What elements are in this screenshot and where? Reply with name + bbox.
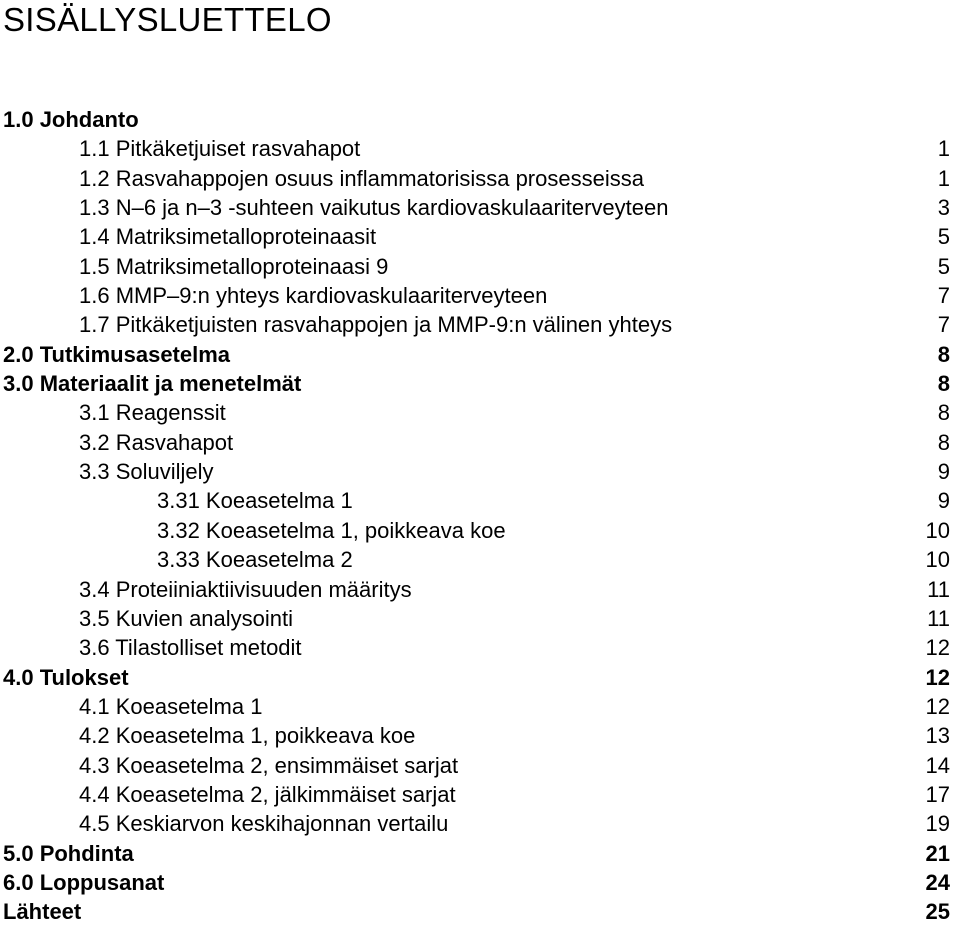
toc-entry xyxy=(0,428,960,457)
toc-entry-page-number: 5 xyxy=(937,253,950,279)
toc-entry-label: 1.7 Pitkäketjuisten rasvahappojen ja MMP-9:n välinen yhteys xyxy=(79,312,673,338)
toc-entry-label: 3.32 Koeasetelma 1, poikkeava koe xyxy=(157,517,506,543)
toc-entry-label: 4.3 Koeasetelma 2, ensimmäiset sarjat xyxy=(79,752,459,778)
toc-entry-label: 3.4 Proteiiniaktiivisuuden määritys xyxy=(79,576,412,602)
toc-entry xyxy=(0,604,960,633)
toc-entry-label: 6.0 Loppusanat xyxy=(3,869,165,895)
toc-entry-label: 3.0 Materiaalit ja menetelmät xyxy=(3,371,302,397)
toc-entry-page-number: 1 xyxy=(937,165,950,191)
toc-entry-label: 4.4 Koeasetelma 2, jälkimmäiset sarjat xyxy=(79,781,456,807)
toc-entry-label: 3.1 Reagenssit xyxy=(79,400,226,426)
toc-entry-label: 1.6 MMP–9:n yhteys kardiovaskulaariterveyteen xyxy=(79,283,548,309)
toc-entry xyxy=(0,281,960,310)
toc-entry-page-number: 11 xyxy=(927,576,950,602)
toc-entry xyxy=(0,134,960,163)
table-of-contents xyxy=(0,105,960,927)
toc-entry-page-number: 8 xyxy=(937,429,950,455)
page-title: SISÄLLYSLUETTELO xyxy=(3,1,332,38)
toc-entry-label: 4.0 Tulokset xyxy=(3,664,129,690)
toc-entry-label: 3.6 Tilastolliset metodit xyxy=(79,635,302,661)
toc-entry-page-number: 24 xyxy=(925,869,950,895)
toc-entry xyxy=(0,809,960,838)
toc-entry-page-number: 12 xyxy=(925,635,950,661)
toc-entry-label: 5.0 Pohdinta xyxy=(3,840,134,866)
toc-entry xyxy=(0,193,960,222)
toc-entry xyxy=(0,516,960,545)
toc-entry xyxy=(0,751,960,780)
toc-entry-page-number: 10 xyxy=(925,547,950,573)
toc-entry-page-number: 12 xyxy=(925,664,950,690)
toc-entry-label: 4.2 Koeasetelma 1, poikkeava koe xyxy=(79,723,416,749)
toc-entry xyxy=(0,839,960,868)
toc-entry-page-number: 19 xyxy=(925,811,950,837)
toc-entry xyxy=(0,780,960,809)
toc-entry xyxy=(0,897,960,926)
toc-entry xyxy=(0,692,960,721)
toc-entry xyxy=(0,369,960,398)
toc-entry-page-number: 21 xyxy=(925,840,950,866)
toc-entry xyxy=(0,575,960,604)
toc-entry-page-number: 9 xyxy=(937,488,950,514)
toc-entry-label: 1.5 Matriksimetalloproteinaasi 9 xyxy=(79,253,389,279)
toc-entry-label: 1.0 Johdanto xyxy=(3,107,139,132)
toc-entry xyxy=(0,340,960,369)
toc-entry-page-number: 14 xyxy=(925,752,950,778)
toc-entry-label: 4.5 Keskiarvon keskihajonnan vertailu xyxy=(79,811,449,837)
toc-entry-label: 3.33 Koeasetelma 2 xyxy=(157,547,353,573)
toc-entry xyxy=(0,486,960,515)
toc-entry xyxy=(0,868,960,897)
toc-entry-page-number: 8 xyxy=(937,371,950,397)
toc-entry-label: 1.4 Matriksimetalloproteinaasit xyxy=(79,224,377,250)
toc-entry-label: 3.2 Rasvahapot xyxy=(79,429,234,455)
toc-entry-page-number: 17 xyxy=(925,781,950,807)
toc-entry-page-number: 8 xyxy=(937,400,950,426)
toc-entry-label: 1.2 Rasvahappojen osuus inflammatorisissa prosesseissa xyxy=(79,165,644,191)
toc-entry xyxy=(0,721,960,750)
toc-entry xyxy=(0,105,960,134)
toc-entry-page-number: 7 xyxy=(937,283,950,309)
toc-entry-page-number: 7 xyxy=(937,312,950,338)
toc-entry xyxy=(0,310,960,339)
toc-entry xyxy=(0,633,960,662)
toc-entry xyxy=(0,222,960,251)
toc-entry-label: 2.0 Tutkimusasetelma xyxy=(3,341,231,367)
toc-entry xyxy=(0,457,960,486)
toc-entry xyxy=(0,663,960,692)
toc-entry-page-number: 12 xyxy=(925,693,950,719)
toc-entry-label: 1.1 Pitkäketjuiset rasvahapot xyxy=(79,136,361,162)
toc-entry-page-number: 3 xyxy=(937,195,950,221)
toc-entry-label: Lähteet xyxy=(3,899,82,925)
toc-entry-label: 4.1 Koeasetelma 1 xyxy=(79,693,263,719)
toc-entry-label: 1.3 N–6 ja n–3 -suhteen vaikutus kardiovaskulaariterveyteen xyxy=(79,195,669,221)
toc-entry xyxy=(0,164,960,193)
toc-entry-page-number: 5 xyxy=(937,224,950,250)
toc-entry-page-number: 8 xyxy=(937,341,950,367)
toc-entry xyxy=(0,398,960,427)
toc-entry-page-number: 25 xyxy=(925,899,950,925)
toc-entry-page-number: 13 xyxy=(925,723,950,749)
toc-entry-label: 3.31 Koeasetelma 1 xyxy=(157,488,353,514)
toc-entry-page-number: 11 xyxy=(927,605,950,631)
toc-entry-page-number: 9 xyxy=(937,459,950,485)
toc-entry-page-number: 10 xyxy=(925,517,950,543)
toc-entry-label: 3.3 Soluviljely xyxy=(79,459,214,485)
toc-entry xyxy=(0,545,960,574)
toc-entry-page-number: 1 xyxy=(937,136,950,162)
toc-entry xyxy=(0,252,960,281)
toc-entry-label: 3.5 Kuvien analysointi xyxy=(79,605,294,631)
